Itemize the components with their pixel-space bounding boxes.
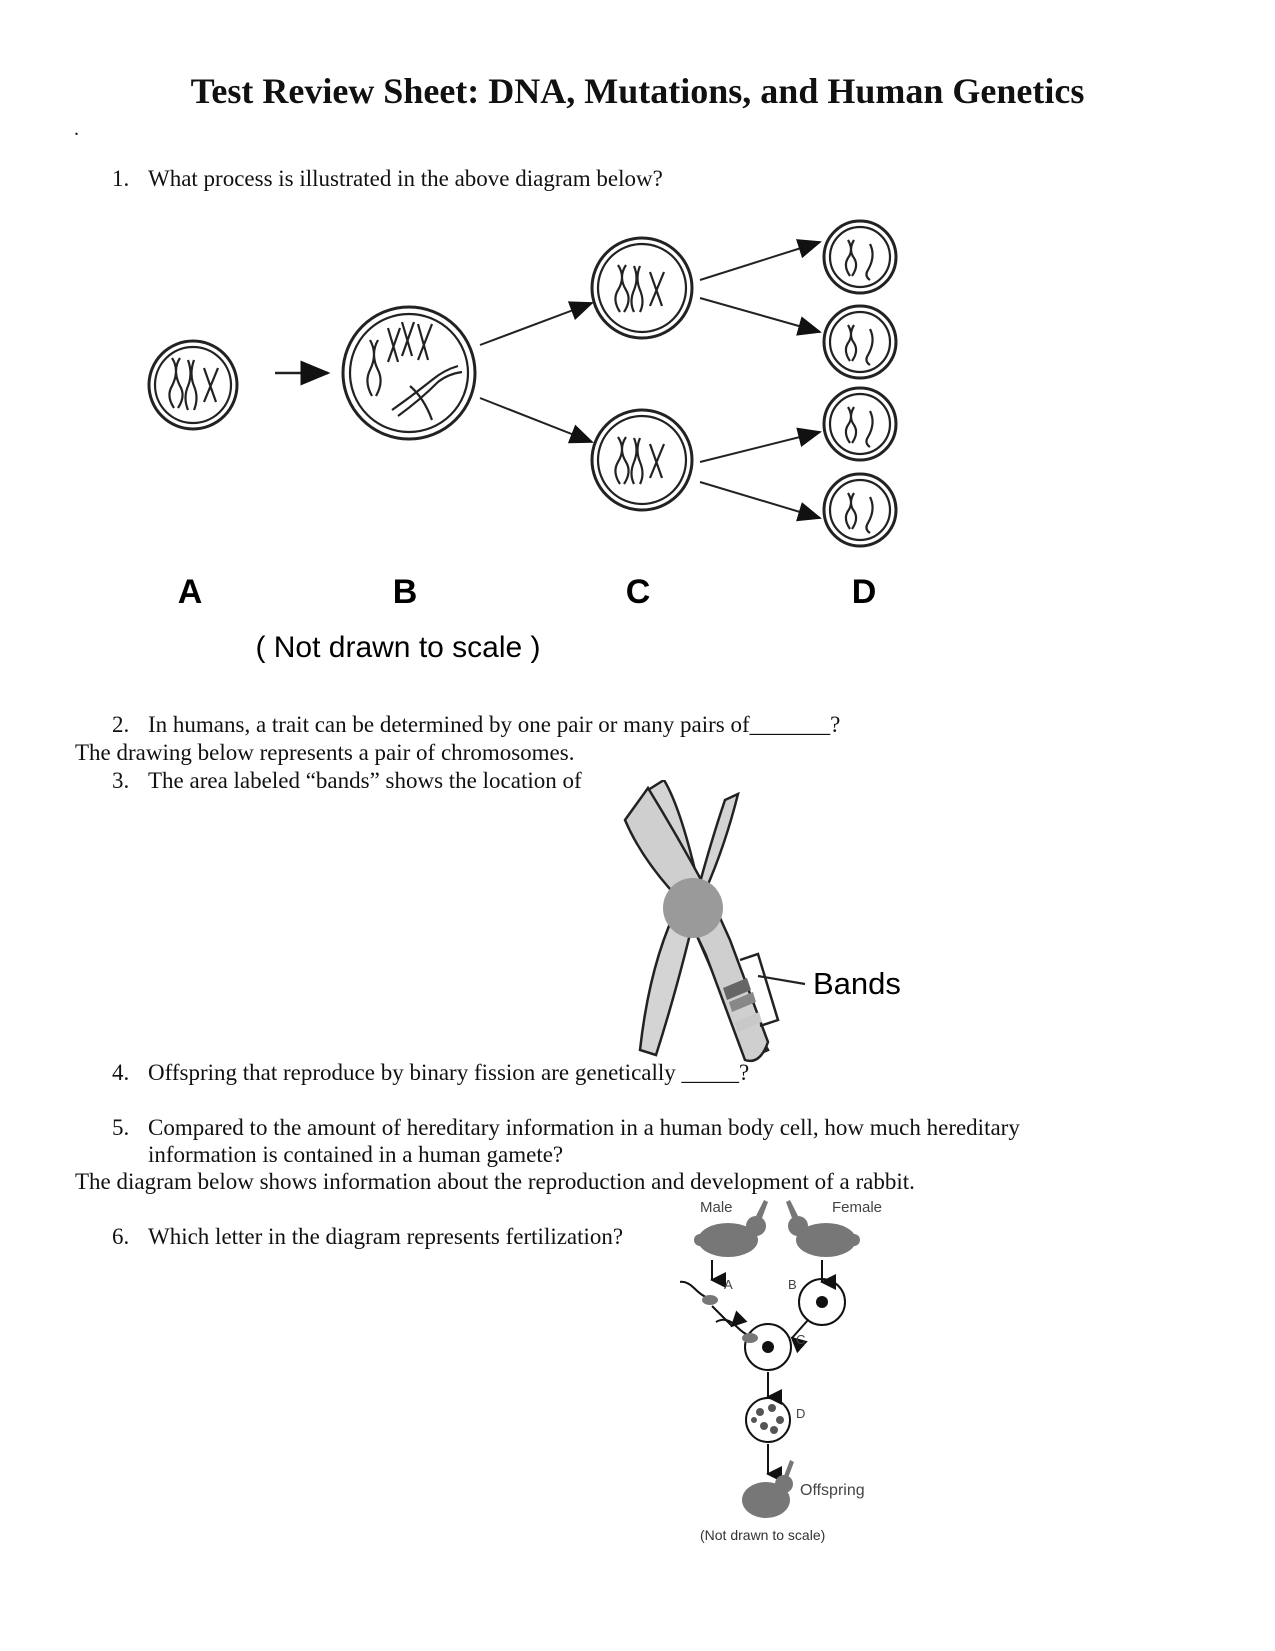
question-number: 3.: [112, 768, 130, 793]
question-6: [112, 1223, 623, 1250]
label-c: C: [796, 1332, 806, 1347]
cell-a-icon: [149, 341, 237, 429]
question-number: 2.: [112, 712, 130, 737]
label-a: A: [724, 1277, 733, 1292]
question-5-line2: information is contained in a human gamete?: [148, 1142, 564, 1167]
question-number: 1.: [112, 166, 130, 191]
chromosome-diagram: [620, 780, 960, 1070]
question-number: 5.: [112, 1115, 130, 1140]
label-c: C: [625, 573, 651, 611]
label-d: D: [851, 573, 877, 611]
question-text: The area labeled “bands” shows the location of: [148, 768, 582, 793]
cell-c-bottom-icon: [592, 410, 692, 510]
question-number: 6.: [112, 1224, 130, 1249]
meiosis-diagram: [130, 210, 960, 700]
offspring-label: Offspring: [800, 1482, 865, 1499]
question-5: [112, 1114, 1020, 1141]
question-text: Offspring that reproduce by binary fission are genetically _____?: [148, 1060, 750, 1085]
diagram-caption: ( Not drawn to scale ): [255, 631, 541, 664]
label-a: A: [177, 573, 203, 611]
question-text: Which letter in the diagram represents fertilization?: [148, 1224, 624, 1249]
question-3: [112, 767, 582, 794]
page-title: Test Review Sheet: DNA, Mutations, and Human Genetics: [190, 71, 1085, 111]
question-text: What process is illustrated in the above diagram below?: [148, 166, 663, 191]
female-label: Female: [832, 1199, 883, 1216]
cell-d2-icon: [824, 306, 896, 378]
stray-mark: .: [74, 118, 79, 140]
rabbit-diagram: [680, 1192, 920, 1642]
label-b: B: [392, 573, 418, 611]
rabbit-intro: The diagram below shows information about the reproduction and development of a rabbit.: [75, 1169, 915, 1194]
label-d: D: [796, 1406, 806, 1421]
cell-d1-icon: [824, 221, 896, 293]
cell-d4-icon: [824, 474, 896, 546]
male-label: Male: [700, 1199, 733, 1216]
question-text: In humans, a trait can be determined by one pair or many pairs of_______?: [148, 712, 841, 737]
label-b: B: [788, 1277, 797, 1292]
cell-c-top-icon: [592, 238, 692, 338]
question-number: 4.: [112, 1060, 130, 1085]
question-4: [112, 1059, 749, 1086]
cell-b-icon: [343, 307, 475, 439]
centromere: [663, 878, 723, 938]
question-2: [112, 711, 840, 738]
chromosome-intro: The drawing below represents a pair of chromosomes.: [75, 740, 575, 765]
cell-d3-icon: [824, 388, 896, 460]
question-text-line1: Compared to the amount of hereditary information in a human body cell, how much hereditary: [148, 1115, 1020, 1140]
question-1: [112, 165, 663, 192]
bands-label: Bands: [813, 966, 901, 1001]
rabbit-caption: (Not drawn to scale): [700, 1527, 826, 1543]
